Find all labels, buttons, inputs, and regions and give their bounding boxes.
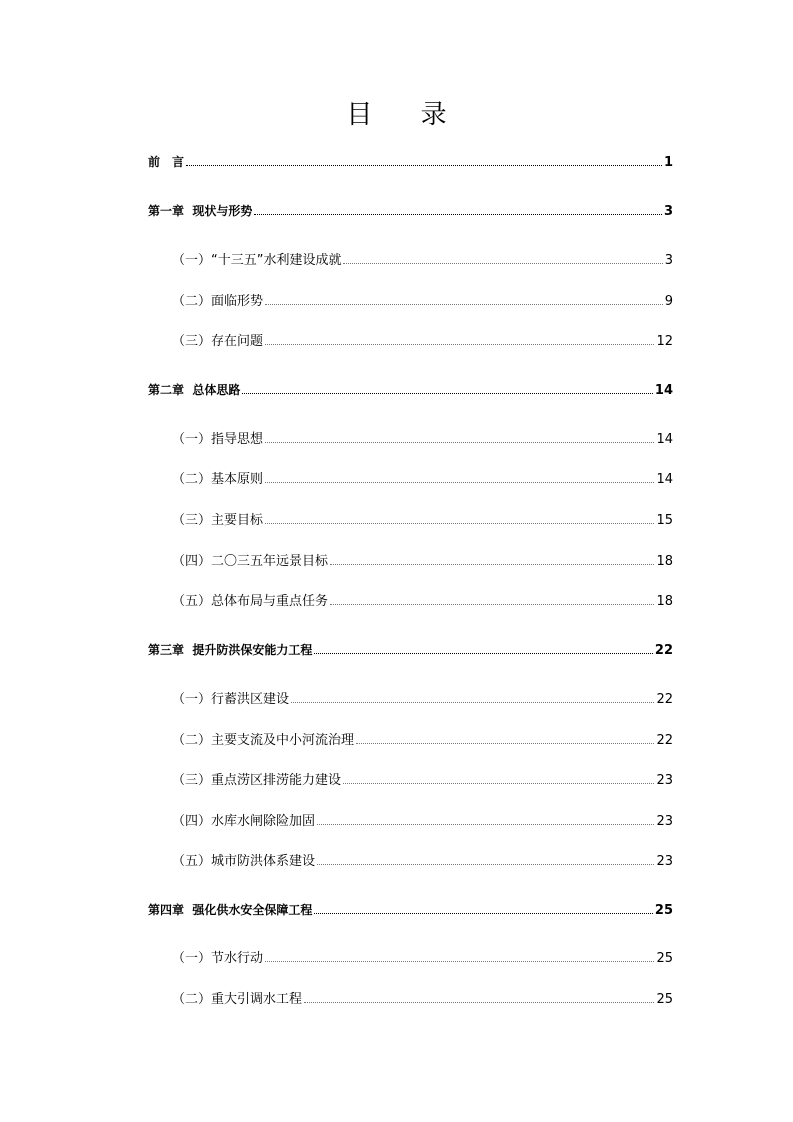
toc-entry-page: 12 — [656, 334, 673, 349]
dot-leader — [242, 393, 653, 394]
dot-leader — [314, 653, 653, 654]
dot-leader — [330, 604, 654, 605]
dot-leader — [265, 961, 654, 962]
toc-entry-page: 14 — [656, 472, 673, 487]
dot-leader — [317, 864, 654, 865]
toc-entry[interactable] — [148, 378, 673, 398]
toc-entry-page: 22 — [656, 733, 673, 748]
toc-entry-label: （一）节水行动 — [172, 951, 264, 966]
dot-leader — [265, 304, 663, 305]
toc-entry-page: 22 — [654, 643, 673, 658]
toc-entry[interactable] — [172, 728, 673, 748]
toc-entry[interactable] — [172, 987, 673, 1007]
toc-entry-page: 22 — [656, 692, 673, 707]
dot-leader — [343, 263, 662, 264]
toc-entry-page: 14 — [654, 383, 673, 398]
toc-entry[interactable] — [172, 289, 673, 309]
toc-entry[interactable] — [172, 248, 673, 268]
dot-leader — [317, 824, 654, 825]
toc-entry[interactable] — [172, 508, 673, 528]
toc-entry-label: （二）面临形势 — [172, 294, 264, 309]
toc-entry-label: （二）重大引调水工程 — [172, 992, 303, 1007]
toc-entry-page: 23 — [656, 854, 673, 869]
dot-leader — [291, 702, 654, 703]
toc-entry-label: （四）水库水闸除险加固 — [172, 814, 316, 829]
toc-entry[interactable] — [148, 898, 673, 918]
toc-entry-label: 第四章 强化供水安全保障工程 — [148, 903, 313, 917]
dot-leader — [265, 482, 654, 483]
dot-leader — [265, 523, 654, 524]
toc-entry-page: 18 — [656, 594, 673, 609]
toc-entry-page: 23 — [656, 814, 673, 829]
toc-entry[interactable] — [172, 809, 673, 829]
toc-entry[interactable] — [172, 329, 673, 349]
toc-entry-label: 第三章 提升防洪保安能力工程 — [148, 643, 313, 657]
toc-entry-label: 第一章 现状与形势 — [148, 204, 253, 218]
toc-title: 目 录 — [346, 100, 467, 130]
dot-leader — [356, 743, 654, 744]
toc-entry-page: 18 — [656, 554, 673, 569]
toc-entry-page: 9 — [664, 294, 673, 309]
toc-entry-label: （三）存在问题 — [172, 334, 264, 349]
toc-entry[interactable] — [172, 768, 673, 788]
toc-entry-label: （二）基本原则 — [172, 472, 264, 487]
toc-entry[interactable] — [148, 150, 673, 170]
dot-leader — [330, 564, 654, 565]
dot-leader — [265, 344, 654, 345]
toc-entry[interactable] — [148, 199, 673, 219]
toc-entry-label: 第二章 总体思路 — [148, 383, 241, 397]
toc-entry-page: 25 — [656, 992, 673, 1007]
toc-entry[interactable] — [172, 549, 673, 569]
toc-entry-label: （一）指导思想 — [172, 432, 264, 447]
toc-entry-page: 15 — [656, 513, 673, 528]
dot-leader — [304, 1002, 654, 1003]
toc-entry-page: 25 — [654, 903, 673, 918]
toc-entry-page: 14 — [656, 432, 673, 447]
toc-entry[interactable] — [172, 849, 673, 869]
toc-entry-label: 前 言 — [148, 155, 185, 169]
toc-entry[interactable] — [172, 467, 673, 487]
toc-entry[interactable] — [172, 427, 673, 447]
toc-entry-page: 1 — [663, 155, 673, 170]
toc-entry-label: （四）二〇三五年远景目标 — [172, 554, 329, 569]
toc-entry[interactable] — [172, 687, 673, 707]
dot-leader — [343, 783, 654, 784]
toc-entry-label: （三）重点涝区排涝能力建设 — [172, 773, 342, 788]
dot-leader — [254, 214, 662, 215]
toc-entry-page: 3 — [664, 253, 673, 268]
toc-entry-label: （一）“十三五”水利建设成就 — [172, 253, 342, 268]
toc-entry-page: 25 — [656, 951, 673, 966]
toc-entry[interactable] — [172, 946, 673, 966]
toc-entry-page: 3 — [663, 204, 673, 219]
toc-entry[interactable] — [172, 589, 673, 609]
toc-entry-label: （三）主要目标 — [172, 513, 264, 528]
dot-leader — [314, 913, 653, 914]
toc-entry-label: （一）行蓄洪区建设 — [172, 692, 290, 707]
toc-entry-page: 23 — [656, 773, 673, 788]
dot-leader — [265, 442, 654, 443]
toc-entry-label: （五）城市防洪体系建设 — [172, 854, 316, 869]
toc-entry-label: （二）主要支流及中小河流治理 — [172, 733, 355, 748]
dot-leader — [186, 165, 662, 166]
toc-entry-label: （五）总体布局与重点任务 — [172, 594, 329, 609]
toc-entry[interactable] — [148, 638, 673, 658]
